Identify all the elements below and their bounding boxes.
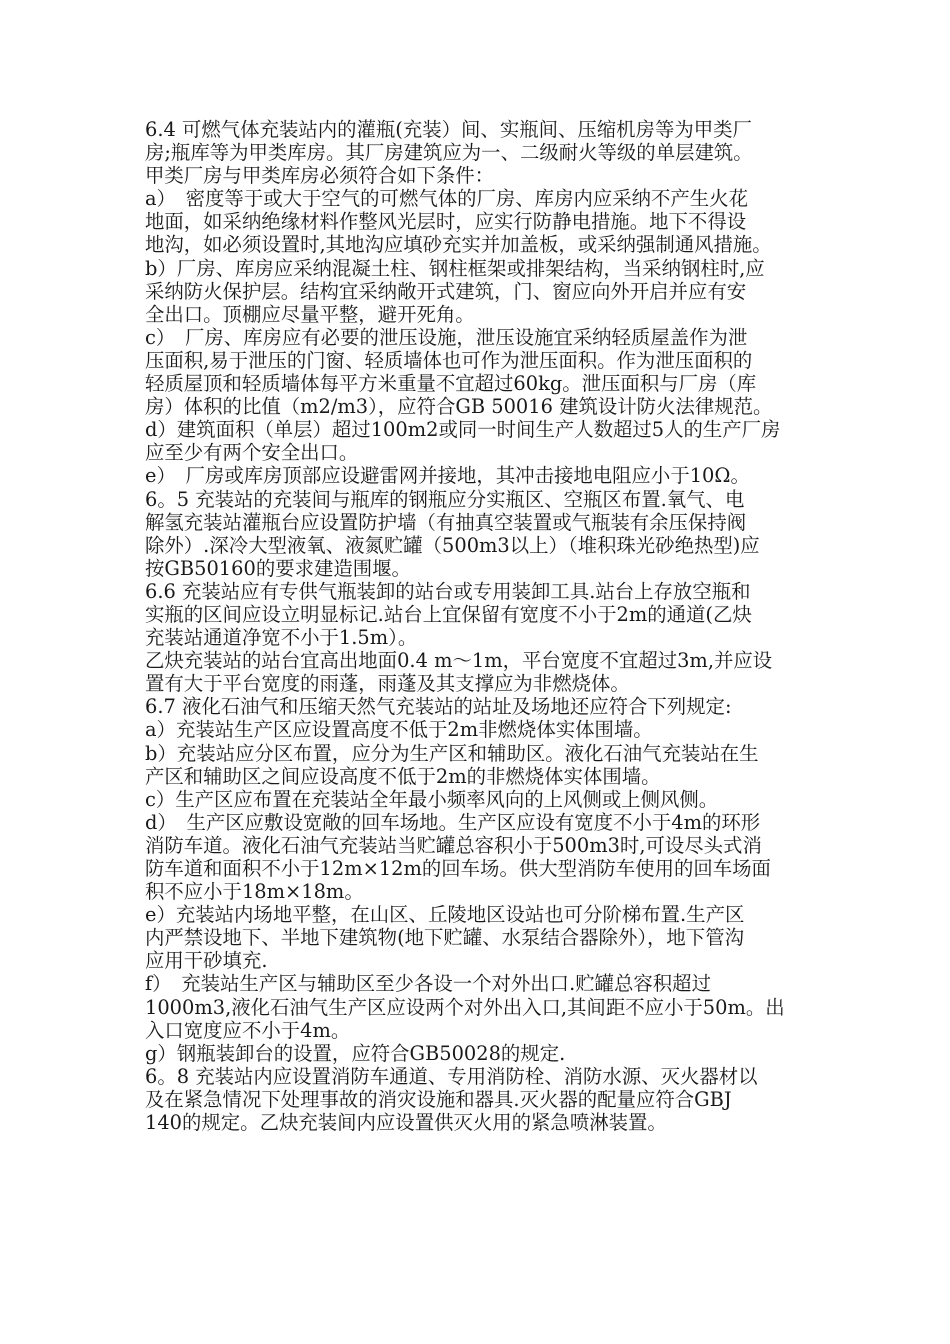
text-line: 1000m3,液化石油气生产区应设两个对外出入口,其间距不应小于50m。出 [145,995,785,1019]
text-line: 产区和辅助区之间应设高度不低于2m的非燃烧体实体围墙。 [145,764,661,788]
text-line: 房）体积的比值（m2/m3），应符合GB 50016 建筑设计防火法律规范。 [145,395,773,419]
text-line: 防车道和面积不小于12m×12m的回车场。供大型消防车使用的回车场面 [145,857,771,880]
text-line: 6。5 充装站的充装间与瓶库的钢瓶应分实瓶区、空瓶区布置.氧气、电 [145,487,745,511]
text-line: c）生产区应布置在充装站全年最小频率风向的上风侧或上侧风侧。 [145,787,719,811]
text-line: 6.4 可燃气体充装站内的灌瓶(充装）间、实瓶间、压缩机房等为甲类厂 [145,118,752,141]
text-line: 采纳防火保护层。结构宜采纳敞开式建筑，门、窗应向外开启并应有安 [145,279,747,303]
text-line: 充装站通道净宽不小于1.5m）。 [145,626,418,650]
text-line: d）建筑面积（单层）超过100m2或同一时间生产人数超过5人的生产厂房 [145,418,781,442]
text-line: 解氢充装站灌瓶台应设置防护墙（有抽真空装置或气瓶装有余压保持阀 [145,510,747,534]
text-line: 乙炔充装站的站台宜高出地面0.4 m～1m，平台宽度不宜超过3m,并应设 [145,649,773,673]
text-line: 入口宽度应不小于4m。 [145,1018,351,1042]
text-line: a）充装站生产区应设置高度不低于2m非燃烧体实体围墙。 [145,718,653,742]
text-line: 6.6 充装站应有专供气瓶装卸的站台或专用装卸工具.站台上存放空瓶和 [145,579,751,603]
text-line: g）钢瓶装卸台的设置，应符合GB50028的规定. [145,1041,566,1065]
text-line: e）充装站内场地平整，在山区、丘陵地区设站也可分阶梯布置.生产区 [145,903,745,927]
text-line: e） 厂房或库房顶部应设避雷网并接地，其冲击接地电阻应小于10Ω。 [145,464,750,488]
text-line: 应至少有两个安全出口。 [145,441,359,465]
text-line: 积不应小于18m×18m。 [145,880,364,904]
text-line: f） 充装站生产区与辅助区至少各设一个对外出口.贮罐总容积超过 [145,972,711,996]
text-line: 消防车道。液化石油气充装站当贮罐总容积小于500m3时,可设尽头式消 [145,833,762,857]
text-line: 压面积,易于泄压的门窗、轻质墙体也可作为泄压面积。作为泄压面积的 [145,348,753,372]
text-line: 6.7 液化石油气和压缩天然气充装站的站址及场地还应符合下列规定: [145,695,732,719]
text-line: 内严禁设地下、半地下建筑物(地下贮罐、水泵结合器除外），地下管沟 [145,926,744,950]
text-line: 房;瓶库等为甲类库房。其厂房建筑应为一、二级耐火等级的单层建筑。 [145,141,753,165]
text-line: 140的规定。乙炔充装间内应设置供灭火用的紧急喷淋装置。 [145,1111,667,1135]
text-line: 按GB50160的要求建造围堰。 [145,556,411,580]
text-line: 地面，如采纳绝缘材料作整风光层时，应实行防静电措施。地下不得设 [145,210,747,234]
text-line: 置有大于平台宽度的雨蓬，雨蓬及其支撑应为非燃烧体。 [145,672,630,696]
text-line: 除外）.深冷大型液氧、液氮贮罐（500m3以上）（堆积珠光砂绝热型)应 [145,533,760,557]
text-line: c） 厂房、库房应有必要的泄压设施，泄压设施宜采纳轻质屋盖作为泄 [145,325,748,349]
text-line: 甲类厂房与甲类库房必须符合如下条件： [145,164,495,188]
text-line: 及在紧急情况下处理事故的消灾设施和器具.灭火器的配量应符合GBJ [145,1087,732,1111]
text-line: 轻质屋顶和轻质墙体每平方米重量不宜超过60kg。泄压面积与厂房（库 [145,372,757,396]
text-line: 实瓶的区间应设立明显标记.站台上宜保留有宽度不小于2m的通道(乙炔 [145,602,752,626]
text-line: 全出口。顶棚应尽量平整，避开死角。 [145,302,475,326]
text-line: 6。8 充装站内应设置消防车通道、专用消防栓、消防水源、灭火器材以 [145,1064,758,1088]
text-line: 应用干砂填充. [145,949,268,973]
text-line: b）厂房、库房应采纳混凝土柱、钢柱框架或排架结构，当采纳钢柱时,应 [145,256,765,280]
text-line: a） 密度等于或大于空气的可燃气体的厂房、库房内应采纳不产生火花 [145,187,748,211]
document-body [145,118,865,1134]
text-line: 地沟，如必须设置时,其地沟应填砂充实并加盖板，或采纳强制通风措施。 [145,233,772,257]
text-line: b）充装站应分区布置，应分为生产区和辅助区。液化石油气充装站在生 [145,741,759,765]
text-line: d） 生产区应敷设宽敞的回车场地。生产区应设有宽度不小于4m的环形 [145,810,761,834]
